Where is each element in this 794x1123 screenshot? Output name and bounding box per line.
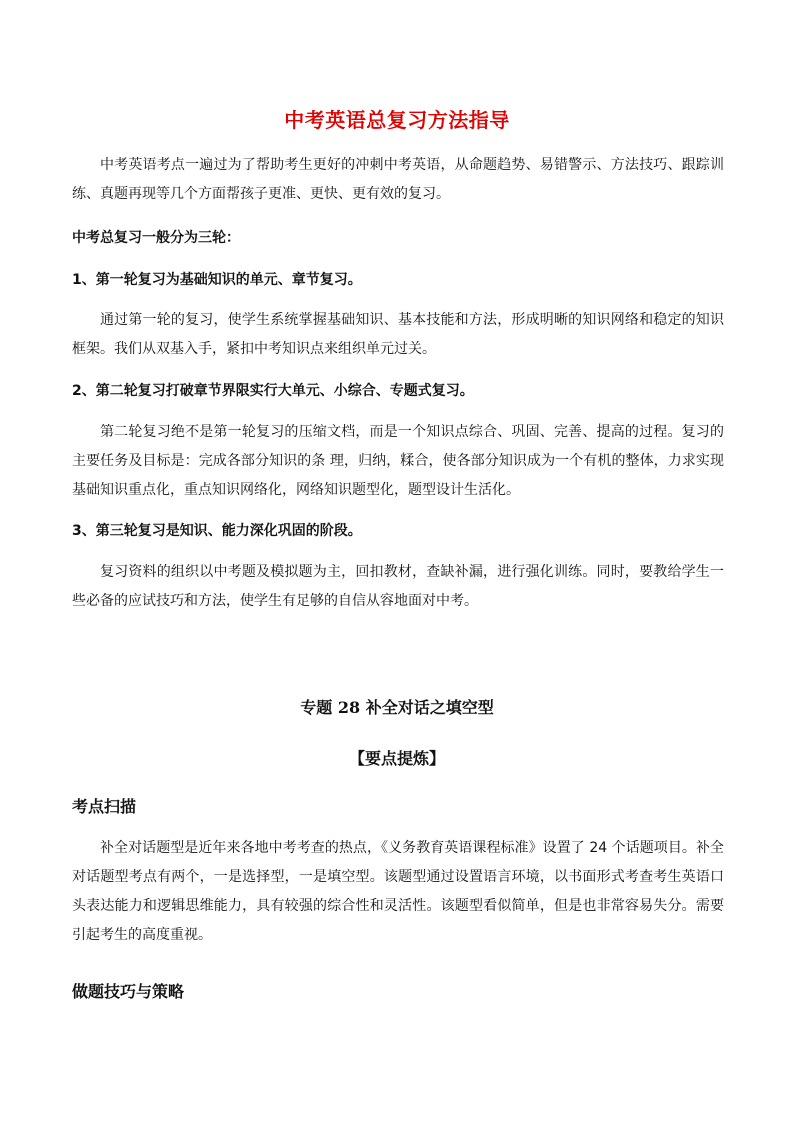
- scan-heading: 考点扫描: [72, 797, 137, 816]
- topic-title: 专题 28 补全对话之填空型: [300, 698, 494, 717]
- overview-heading: 中考总复习一般分为三轮：: [72, 230, 240, 246]
- strategy-heading: 做题技巧与策略: [72, 982, 185, 1001]
- round3-paragraph: 复习资料的组织以中考题及模拟题为主，回扣教材，查缺补漏，进行强化训练。同时，要教给学生一些必备的应试技巧和方法，使学生有足够的自信从容地面对中考。: [72, 564, 724, 609]
- page-title: 中考英语总复习方法指导: [284, 108, 510, 132]
- scan-paragraph: 补全对话题型是近年来各地中考考查的热点，《义务教育英语课程标准》设置了 24 个话题项目。补全对话题型考点有两个，一是选择型，一是填空型。该题型通过设置语言环境，以书面形式考查考生英语口头表达能力和逻辑思维能力，具有较强的综合性和灵活性。该题型看似简单，但是也非常容易失分。需要引起考生的高度重视。: [72, 840, 724, 943]
- intro-paragraph: 中考英语考点一遍过为了帮助考生更好的冲刺中考英语，从命题趋势、易错警示、方法技巧、跟踪训练、真题再现等几个方面帮孩子更准、更快、更有效的复习。: [72, 157, 724, 202]
- round1-paragraph: 通过第一轮的复习，使学生系统掌握基础知识、基本技能和方法，形成明晰的知识网络和稳定的知识框架。我们从双基入手，紧扣中考知识点来组织单元过关。: [72, 312, 724, 357]
- key-points-label: 【要点提炼】: [348, 749, 445, 768]
- round2-heading: 2、第二轮复习打破章节界限实行大单元、小综合、专题式复习。: [72, 383, 474, 399]
- round2-paragraph: 第二轮复习绝不是第一轮复习的压缩文档，而是一个知识点综合、巩固、完善、提高的过程。复习的主要任务及目标是：完成各部分知识的条 理，归纳，糅合，使各部分知识成为一个有机的整体，力求实现基础知识重点化，重点知识网络化，网络知识题型化，题型设计生活化。: [72, 424, 724, 498]
- round1-heading: 1、第一轮复习为基础知识的单元、章节复习。: [72, 272, 362, 288]
- round3-heading: 3、第三轮复习是知识、能力深化巩固的阶段。: [72, 523, 362, 539]
